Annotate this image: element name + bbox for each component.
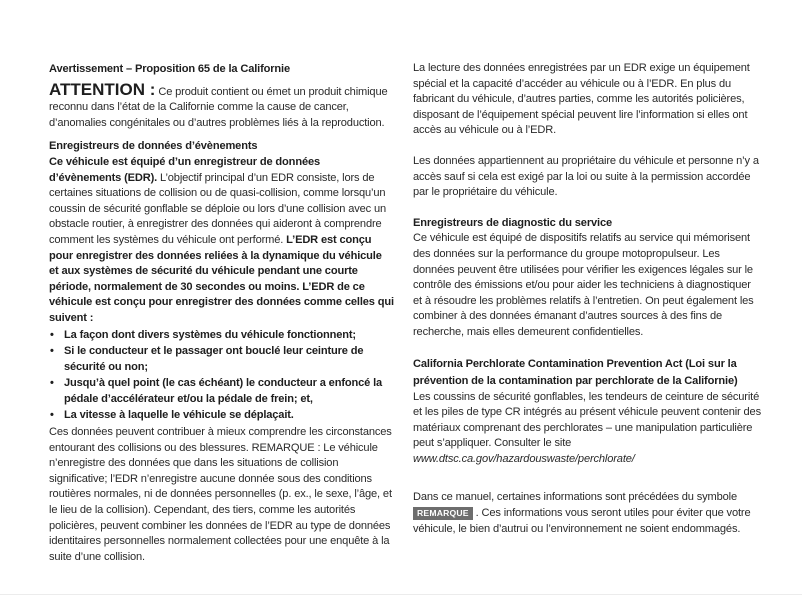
edr-heading: Enregistreurs de données d’évènements [49, 140, 258, 153]
remarque-note-text-before: Dans ce manuel, certaines informations sont précédées du symbole [413, 491, 738, 504]
edr-reading-paragraph: La lecture des données enregistrées par un EDR exige un équipement spécial et la capacité d’accéder au véhicule ou à l’EDR. En plus du fabricant du véhicule, d’autres parties, comme les autorités policières, disposant de l’équipement spécial peuvent lire l’information si elles ont accès au véhicule ou à l’EDR. [413, 62, 750, 137]
list-item: • La façon dont divers systèmes du véhicule fonctionnent; [49, 328, 394, 344]
edr-intro [49, 155, 394, 327]
spacer [413, 467, 761, 482]
service-diag-text: Ce véhicule est équipé de dispositifs relatifs au service qui mémorisent des données sur la performance du groupe motopropulseur. Les données peuvent être utilisées pour vérifier les exigences légales sur le contrôle des émissions et/ou pour aider les techniciens à diagnostiquer et à résoudre les problèmes relatifs à l’entretien. On peut également les combiner à des données émanant d’autres sources à des fins de recherche, mais elles demeurent confidentielles. [413, 232, 754, 338]
remarque-note [413, 490, 761, 537]
spacer [413, 341, 761, 356]
list-item: • La vitesse à laquelle le véhicule se déplaçait. [49, 408, 394, 424]
remarque-badge: REMARQUE [413, 507, 473, 520]
perchlorate-body: Les coussins de sécurité gonflables, les tendeurs de ceinture de sécurité et les piles de type CR intégrés au présent véhicule peuvent contenir des matériaux comprenant des perchlorates – une manipulation particulière peut s’appliquer. Consulter le site [413, 390, 761, 450]
edr-closing-text: Ces données peuvent contribuer à mieux comprendre les circonstances entourant des collisions ou des blessures. REMARQUE : Le véhicule n’enregistre des données que dans les situations de collision significative; l’EDR n’enregistre aucune donnée sous des conditions routières normales, ni de données personnelles (p. ex., le sexe, l’âge, et le lieu de la collision). Cependant, des tiers, comme les autorités policières, peuvent combiner les données de l’EDR au type de données identitaires personnelles normalement collectées pour une enquête à la suite d’une collision. [49, 426, 392, 563]
page-bottom-divider [0, 594, 802, 595]
right-column [413, 61, 761, 537]
edr-data-list [49, 328, 394, 425]
edr-intro-bold: Ce véhicule est équipé d’un enregistreur de données d’évènements (EDR). [49, 155, 320, 184]
spacer [413, 201, 761, 216]
spacer [49, 131, 394, 139]
perchlorate-heading: California Perchlorate Contamination Prevention Act (Loi sur la prévention de la contamination par perchlorate de la Californie) [413, 357, 738, 387]
perchlorate-url[interactable]: www.dtsc.ca.gov/hazardouswaste/perchlorate/ [413, 452, 635, 465]
prop65-warning [49, 79, 394, 132]
data-ownership-paragraph: Les données appartiennent au propriétaire du véhicule et personne n’y a accès sauf si cela est exigé par la loi ou suite à la permission accordée par le propriétaire du véhicule. [413, 154, 759, 199]
spacer [413, 139, 761, 154]
service-diag-heading: Enregistreurs de diagnostic du service [413, 216, 612, 229]
remarque-note-text-after: . Ces informations vous seront utiles pour éviter que votre véhicule, le bien d’autrui ou l’environnement ne soient endommagés. [413, 507, 751, 535]
edr-intro-text: L’objectif principal d’un EDR consiste, lors de certaines situations de collision ou de quasi-collision, comme lorsqu’un coussin de sécurité gonflable se déploie ou lors d’une collision avec un obstacle routier, à enregistrer des données qui aideront à comprendre comment les systèmes du véhicule ont performé. [49, 171, 387, 246]
list-item: • Si le conducteur et le passager ont bouclé leur ceinture de sécurité ou non; [49, 344, 394, 375]
edr-design-bold: L’EDR est conçu pour enregistrer des données reliées à la dynamique du véhicule et aux systèmes de sécurité du véhicule pendant une courte période, normalement de 30 secondes ou moins. L’EDR de ce véhicule est conçu pour enregistrer des données comme celles qui suivent : [49, 233, 394, 324]
perchlorate-text [413, 390, 761, 468]
left-column [49, 62, 394, 565]
attention-label: ATTENTION : [49, 79, 156, 99]
prop65-heading: Avertissement – Proposition 65 de la Californie [49, 63, 290, 75]
prop65-warning-text: Ce produit contient ou émet un produit chimique reconnu dans l’état de la Californie comme la cause de cancer, d’anomalies congénitales ou d’autres problèmes liés à la reproduction. [49, 85, 388, 129]
spacer [413, 482, 761, 490]
list-item: • Jusqu’à quel point (le cas échéant) le conducteur a enfoncé la pédale d’accélérateur et/ou la pédale de frein; et, [49, 376, 394, 407]
